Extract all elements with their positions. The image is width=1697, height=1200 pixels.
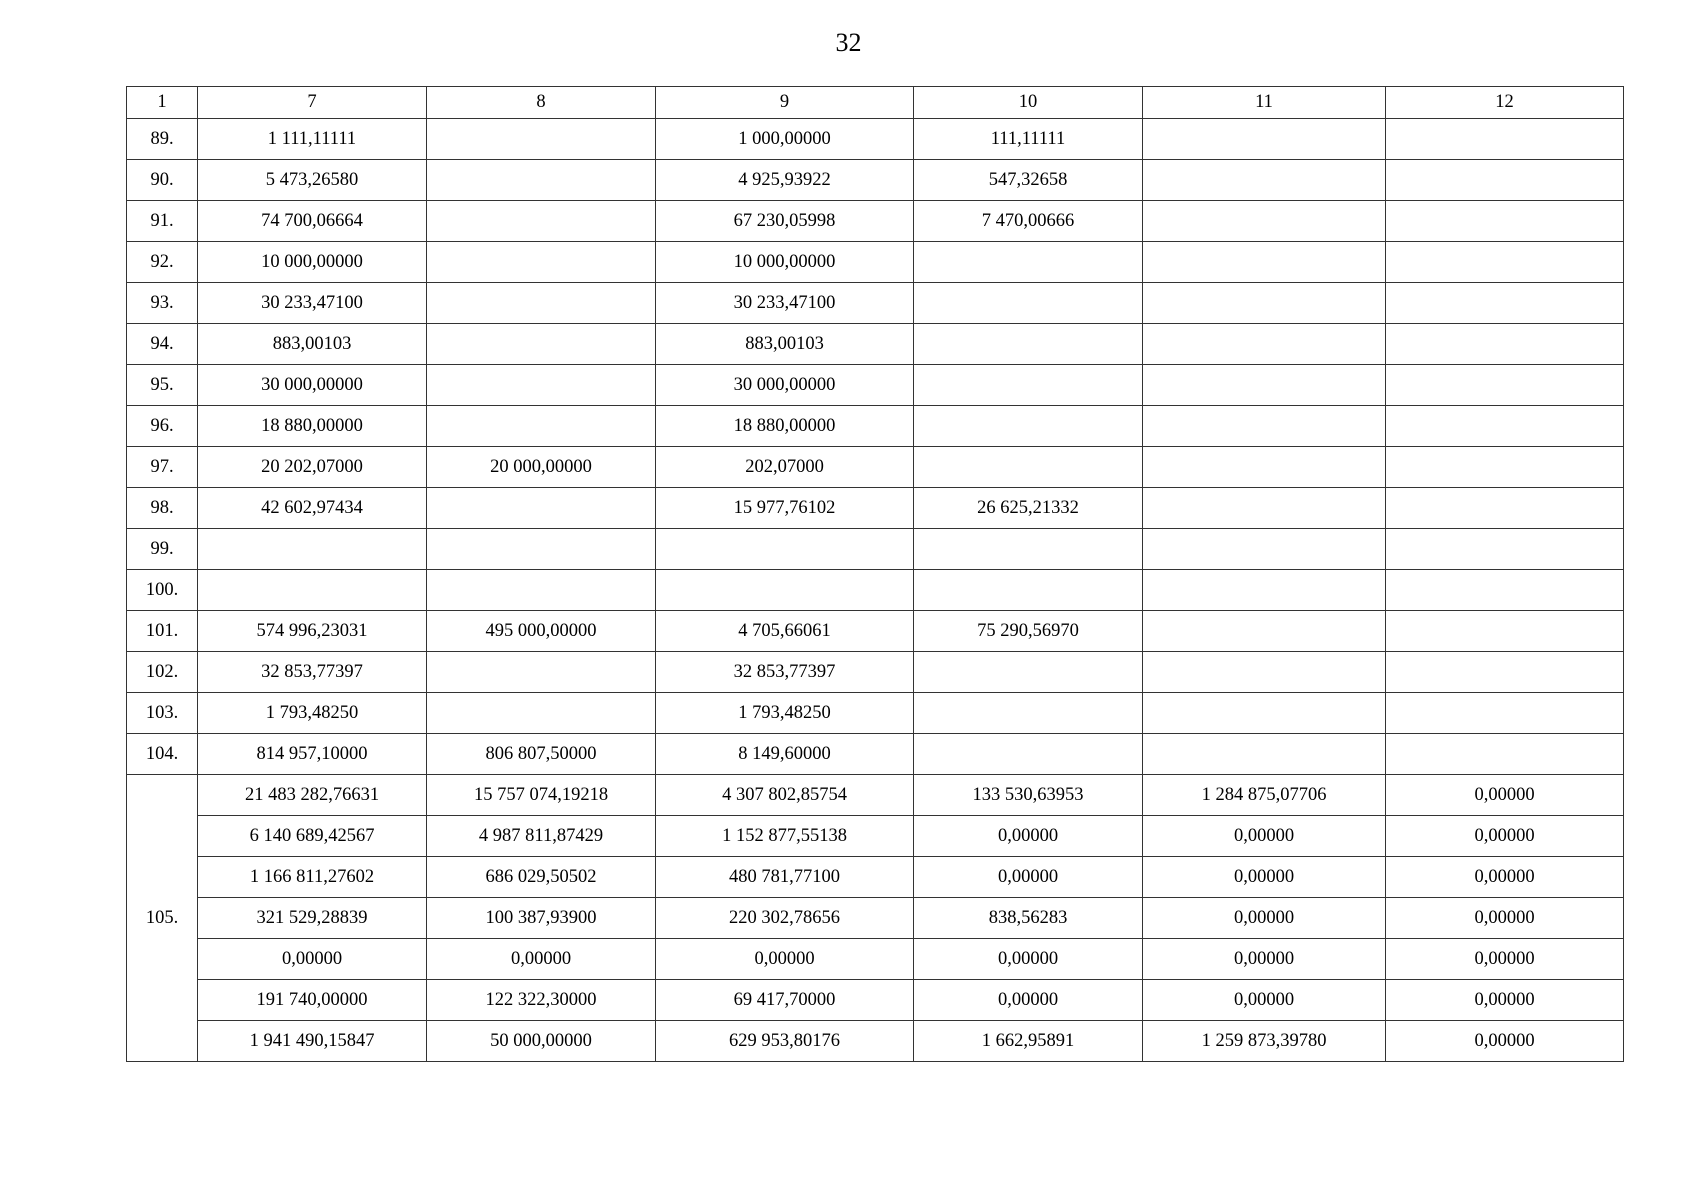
- table-cell: 0,00000: [914, 857, 1143, 898]
- column-header: 9: [656, 87, 914, 119]
- table-row: [127, 119, 1624, 160]
- table-cell: 629 953,80176: [656, 1021, 914, 1062]
- row-number: 101.: [127, 611, 198, 652]
- table-cell: [1386, 488, 1624, 529]
- table-cell: 1 284 875,07706: [1143, 775, 1386, 816]
- row-number: 90.: [127, 160, 198, 201]
- budget-table: [126, 86, 1624, 1062]
- table-cell: 133 530,63953: [914, 775, 1143, 816]
- table-cell: [656, 529, 914, 570]
- table-row: [127, 447, 1624, 488]
- table-cell: 67 230,05998: [656, 201, 914, 242]
- table-cell: 838,56283: [914, 898, 1143, 939]
- table-cell: [1143, 242, 1386, 283]
- table-row: [127, 242, 1624, 283]
- table-cell: 220 302,78656: [656, 898, 914, 939]
- table-body: [127, 87, 1624, 1062]
- table-cell: 75 290,56970: [914, 611, 1143, 652]
- row-number: 95.: [127, 365, 198, 406]
- table-row: [127, 488, 1624, 529]
- table-cell: [427, 160, 656, 201]
- table-cell: 574 996,23031: [198, 611, 427, 652]
- table-row: [127, 611, 1624, 652]
- table-cell: 1 941 490,15847: [198, 1021, 427, 1062]
- row-number: 99.: [127, 529, 198, 570]
- row-number: 96.: [127, 406, 198, 447]
- table-cell: 0,00000: [1386, 1021, 1624, 1062]
- table-cell: 1 111,11111: [198, 119, 427, 160]
- table-cell: [427, 693, 656, 734]
- table-cell: 0,00000: [914, 816, 1143, 857]
- column-header: 12: [1386, 87, 1624, 119]
- table-cell: [1386, 406, 1624, 447]
- table-cell: 30 000,00000: [656, 365, 914, 406]
- table-cell: [1143, 529, 1386, 570]
- table-cell: [198, 570, 427, 611]
- table-row: [127, 570, 1624, 611]
- column-header: 8: [427, 87, 656, 119]
- table-cell: 1 662,95891: [914, 1021, 1143, 1062]
- table-cell: [1143, 283, 1386, 324]
- table-cell: [914, 324, 1143, 365]
- table-cell: 0,00000: [1386, 898, 1624, 939]
- table-cell: [914, 734, 1143, 775]
- table-cell: 191 740,00000: [198, 980, 427, 1021]
- table-cell: 0,00000: [1386, 939, 1624, 980]
- table-row: [127, 939, 1624, 980]
- table-cell: 100 387,93900: [427, 898, 656, 939]
- table-cell: [914, 242, 1143, 283]
- row-number: 92.: [127, 242, 198, 283]
- table-cell: 42 602,97434: [198, 488, 427, 529]
- row-number: 103.: [127, 693, 198, 734]
- table-cell: 18 880,00000: [198, 406, 427, 447]
- table-cell: 32 853,77397: [656, 652, 914, 693]
- table-cell: 1 000,00000: [656, 119, 914, 160]
- table-cell: 0,00000: [656, 939, 914, 980]
- table-cell: [914, 529, 1143, 570]
- table-cell: [1386, 529, 1624, 570]
- table-cell: [1143, 693, 1386, 734]
- column-header: 1: [127, 87, 198, 119]
- table-cell: [1143, 488, 1386, 529]
- table-cell: 0,00000: [1386, 775, 1624, 816]
- table-row: [127, 201, 1624, 242]
- page-number: 32: [835, 28, 862, 57]
- table-cell: 814 957,10000: [198, 734, 427, 775]
- table-cell: 1 793,48250: [198, 693, 427, 734]
- table-row: [127, 529, 1624, 570]
- table-cell: 0,00000: [1143, 898, 1386, 939]
- table-cell: 0,00000: [427, 939, 656, 980]
- table-cell: 321 529,28839: [198, 898, 427, 939]
- table-row: [127, 775, 1624, 816]
- table-cell: [427, 529, 656, 570]
- row-number: 97.: [127, 447, 198, 488]
- table-cell: 26 625,21332: [914, 488, 1143, 529]
- table-cell: [1386, 201, 1624, 242]
- table-cell: [1143, 570, 1386, 611]
- table-cell: [427, 201, 656, 242]
- table-cell: 111,11111: [914, 119, 1143, 160]
- table-cell: 20 202,07000: [198, 447, 427, 488]
- table-cell: 4 987 811,87429: [427, 816, 656, 857]
- table-cell: [198, 529, 427, 570]
- table-row: [127, 365, 1624, 406]
- table-cell: [427, 242, 656, 283]
- table-cell: 883,00103: [198, 324, 427, 365]
- table-cell: 495 000,00000: [427, 611, 656, 652]
- table-cell: [656, 570, 914, 611]
- table-cell: 1 793,48250: [656, 693, 914, 734]
- table-cell: 10 000,00000: [198, 242, 427, 283]
- table-cell: 4 925,93922: [656, 160, 914, 201]
- table-cell: 122 322,30000: [427, 980, 656, 1021]
- table-cell: 8 149,60000: [656, 734, 914, 775]
- table-cell: [427, 324, 656, 365]
- table-cell: [427, 365, 656, 406]
- table-row: [127, 980, 1624, 1021]
- table-cell: [427, 119, 656, 160]
- table-cell: 547,32658: [914, 160, 1143, 201]
- table-cell: [427, 406, 656, 447]
- table-cell: [1386, 160, 1624, 201]
- table-cell: [1386, 447, 1624, 488]
- table-cell: [1143, 611, 1386, 652]
- table-cell: 0,00000: [1143, 980, 1386, 1021]
- table-cell: [914, 652, 1143, 693]
- table-cell: 686 029,50502: [427, 857, 656, 898]
- table-cell: [427, 283, 656, 324]
- row-number: 104.: [127, 734, 198, 775]
- table-row: [127, 652, 1624, 693]
- table-cell: 5 473,26580: [198, 160, 427, 201]
- row-number: 89.: [127, 119, 198, 160]
- table-cell: 1 166 811,27602: [198, 857, 427, 898]
- table-cell: [1386, 119, 1624, 160]
- table-cell: 0,00000: [914, 939, 1143, 980]
- table-cell: 50 000,00000: [427, 1021, 656, 1062]
- table-cell: [1143, 365, 1386, 406]
- table-cell: 20 000,00000: [427, 447, 656, 488]
- table-cell: [1143, 406, 1386, 447]
- table-cell: 480 781,77100: [656, 857, 914, 898]
- table-cell: [1386, 693, 1624, 734]
- table-cell: [914, 406, 1143, 447]
- table-cell: [1143, 324, 1386, 365]
- table-cell: [1143, 119, 1386, 160]
- table-cell: 1 259 873,39780: [1143, 1021, 1386, 1062]
- table-cell: 15 757 074,19218: [427, 775, 656, 816]
- table-cell: 6 140 689,42567: [198, 816, 427, 857]
- table-cell: 0,00000: [1386, 980, 1624, 1021]
- table-cell: 883,00103: [656, 324, 914, 365]
- table-cell: [1386, 242, 1624, 283]
- table-row: [127, 693, 1624, 734]
- table-cell: [1386, 365, 1624, 406]
- table-row: [127, 1021, 1624, 1062]
- table-cell: [914, 365, 1143, 406]
- table-cell: 10 000,00000: [656, 242, 914, 283]
- row-number: 91.: [127, 201, 198, 242]
- table-cell: 18 880,00000: [656, 406, 914, 447]
- table-cell: [427, 652, 656, 693]
- row-number: 93.: [127, 283, 198, 324]
- row-number: 94.: [127, 324, 198, 365]
- table-row: [127, 734, 1624, 775]
- table-cell: [1143, 652, 1386, 693]
- table-row: [127, 406, 1624, 447]
- row-number: 105.: [127, 775, 198, 1062]
- table-cell: [1386, 652, 1624, 693]
- table-row: [127, 160, 1624, 201]
- table-cell: [427, 570, 656, 611]
- table-cell: [1143, 734, 1386, 775]
- table-cell: 0,00000: [198, 939, 427, 980]
- table-cell: 30 000,00000: [198, 365, 427, 406]
- row-number: 98.: [127, 488, 198, 529]
- table-row: [127, 816, 1624, 857]
- table-cell: 806 807,50000: [427, 734, 656, 775]
- table-cell: [1143, 201, 1386, 242]
- table-cell: 0,00000: [1143, 857, 1386, 898]
- table-cell: 69 417,70000: [656, 980, 914, 1021]
- table-cell: [914, 283, 1143, 324]
- table-cell: 0,00000: [914, 980, 1143, 1021]
- table-cell: 202,07000: [656, 447, 914, 488]
- table-cell: 7 470,00666: [914, 201, 1143, 242]
- table-cell: [1386, 283, 1624, 324]
- table-cell: [1386, 611, 1624, 652]
- table-cell: 30 233,47100: [198, 283, 427, 324]
- table-cell: [1143, 447, 1386, 488]
- table-row: [127, 857, 1624, 898]
- table-cell: 1 152 877,55138: [656, 816, 914, 857]
- table-cell: [427, 488, 656, 529]
- table-row: [127, 898, 1624, 939]
- table-cell: [1386, 734, 1624, 775]
- table-row: [127, 324, 1624, 365]
- header-row: [127, 87, 1624, 119]
- row-number: 100.: [127, 570, 198, 611]
- table-cell: 4 307 802,85754: [656, 775, 914, 816]
- column-header: 7: [198, 87, 427, 119]
- table-cell: 0,00000: [1143, 816, 1386, 857]
- column-header: 10: [914, 87, 1143, 119]
- table-cell: 74 700,06664: [198, 201, 427, 242]
- table-cell: 4 705,66061: [656, 611, 914, 652]
- table-cell: [1386, 324, 1624, 365]
- table-cell: [914, 693, 1143, 734]
- row-number: 102.: [127, 652, 198, 693]
- table-cell: 15 977,76102: [656, 488, 914, 529]
- table-cell: [914, 447, 1143, 488]
- table-cell: 21 483 282,76631: [198, 775, 427, 816]
- table-cell: 0,00000: [1386, 857, 1624, 898]
- table-cell: [1386, 570, 1624, 611]
- table-cell: 0,00000: [1143, 939, 1386, 980]
- table-row: [127, 283, 1624, 324]
- table-cell: [914, 570, 1143, 611]
- column-header: 11: [1143, 87, 1386, 119]
- table-cell: 32 853,77397: [198, 652, 427, 693]
- table-cell: 30 233,47100: [656, 283, 914, 324]
- table-cell: 0,00000: [1386, 816, 1624, 857]
- table-cell: [1143, 160, 1386, 201]
